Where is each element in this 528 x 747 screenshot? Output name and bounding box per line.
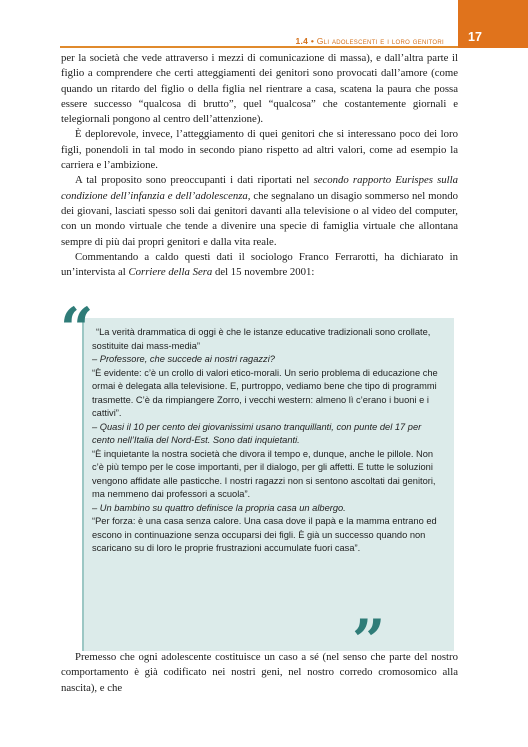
quote-answer: “È evidente: c’è un crollo di valori etico-morali. Un serio problema di educazione che ormai è delegata alla televisione. E, purtroppo, vediamo bene che tipo di programmi trasmette. C’è da rimpiangere Zorro, i vecchi western: almeno lì c’erano i buoni e i cattivi”. (92, 367, 438, 418)
paragraph: per la società che vede attraverso i mezzi di comunicazione di massa), e dall’altra parte il figlio a comprendere che certi atteggiamenti dei genitori sono provocati dall’amore (come quando un ritardo del figlio o della figlia nel rientrare a casa, scatena la paura che possa essere successo “qualcosa di brutto”, quel “qualcosa” che costantemente giornali e telegiornali pongono al centro dell’attenzione). (61, 52, 458, 126)
body-text-top (61, 51, 458, 280)
quote-question: – Quasi il 10 per cento dei giovanissimi usano tranquillanti, con punte del 17 per cento nell’Italia del Nord-Est. Sono dati inquietanti. (92, 421, 422, 445)
quote-answer: “La verità drammatica di oggi è che le istanze educative tradizionali sono crollate, sostituite dai mass-media” (92, 327, 431, 351)
paragraph: È deplorevole, invece, l’atteggiamento di quei genitori che si interessano poco dei loro figli, ponendoli in tal modo in secondo piano rispetto ad altri valori, come ad esempio la carriera e l’ambizione. (61, 128, 458, 172)
close-quote-mark: ” (352, 607, 386, 675)
quote-answer: “Per forza: è una casa senza calore. Una casa dove il papà e la mamma entrano ed escono in continuazione senza occuparsi dei figli. È già un successo quando non scaricano su di loro le proprie frustrazioni accumulate fuori casa”. (92, 516, 437, 553)
text-run: Commentando a caldo questi dati il sociologo Franco Ferrarotti, ha dichiarato in un’intervista al (61, 250, 458, 279)
section-number: 1.4 • (295, 36, 315, 46)
text-run: che segnalano un disagio sommerso nel mondo dei giovani, lasciati spesso soli dai genitori davanti alla televisione o al video del computer, con un mondo virtuale che tende a divenire una specie di famiglia virtuale che allontana sempre di più dai propri genitori e dalla vita reale. (61, 189, 458, 248)
section-title: Gli adolescenti e i loro genitori (316, 36, 444, 46)
interview-quote-text (92, 326, 444, 556)
header-rule (60, 46, 458, 48)
running-head (295, 36, 444, 46)
text-run: del 15 novembre 2001: (212, 266, 315, 279)
open-quote-mark: “ (60, 295, 94, 363)
report-title: secondo rapporto Eurispes sulla condizione dell’infanzia e dell’adolescenza, (61, 174, 458, 202)
page-header (0, 0, 528, 48)
quote-question: – Professore, che succede ai nostri ragazzi? (92, 354, 275, 364)
page-number: 17 (468, 30, 482, 44)
paragraph (61, 250, 458, 281)
body-text-bottom (61, 650, 458, 696)
paragraph (61, 173, 458, 249)
paragraph: Premesso che ogni adolescente costituisce un caso a sé (nel senso che parte del nostro comportamento è già codificato nei nostri geni, nel nostro corredo cromosomico alla nascita), e che (61, 651, 458, 694)
quote-question: – Un bambino su quattro definisce la propria casa un albergo. (92, 502, 346, 513)
text-run: A tal proposito sono preoccupanti i dati riportati nel (75, 174, 314, 187)
newspaper-title: Corriere della Sera (128, 266, 213, 279)
quote-answer: “È inquietante la nostra società che divora il tempo e, dunque, anche le pillole. Non c’è più tempo per le cose importanti, per il dialogo, per gli affetti. E tutte le soluzioni vengono affidate alle pasticche. I nostri ragazzi non si sentono ascoltati dai genitori, ma nemmeno dai professori a scuola”. (92, 448, 436, 499)
